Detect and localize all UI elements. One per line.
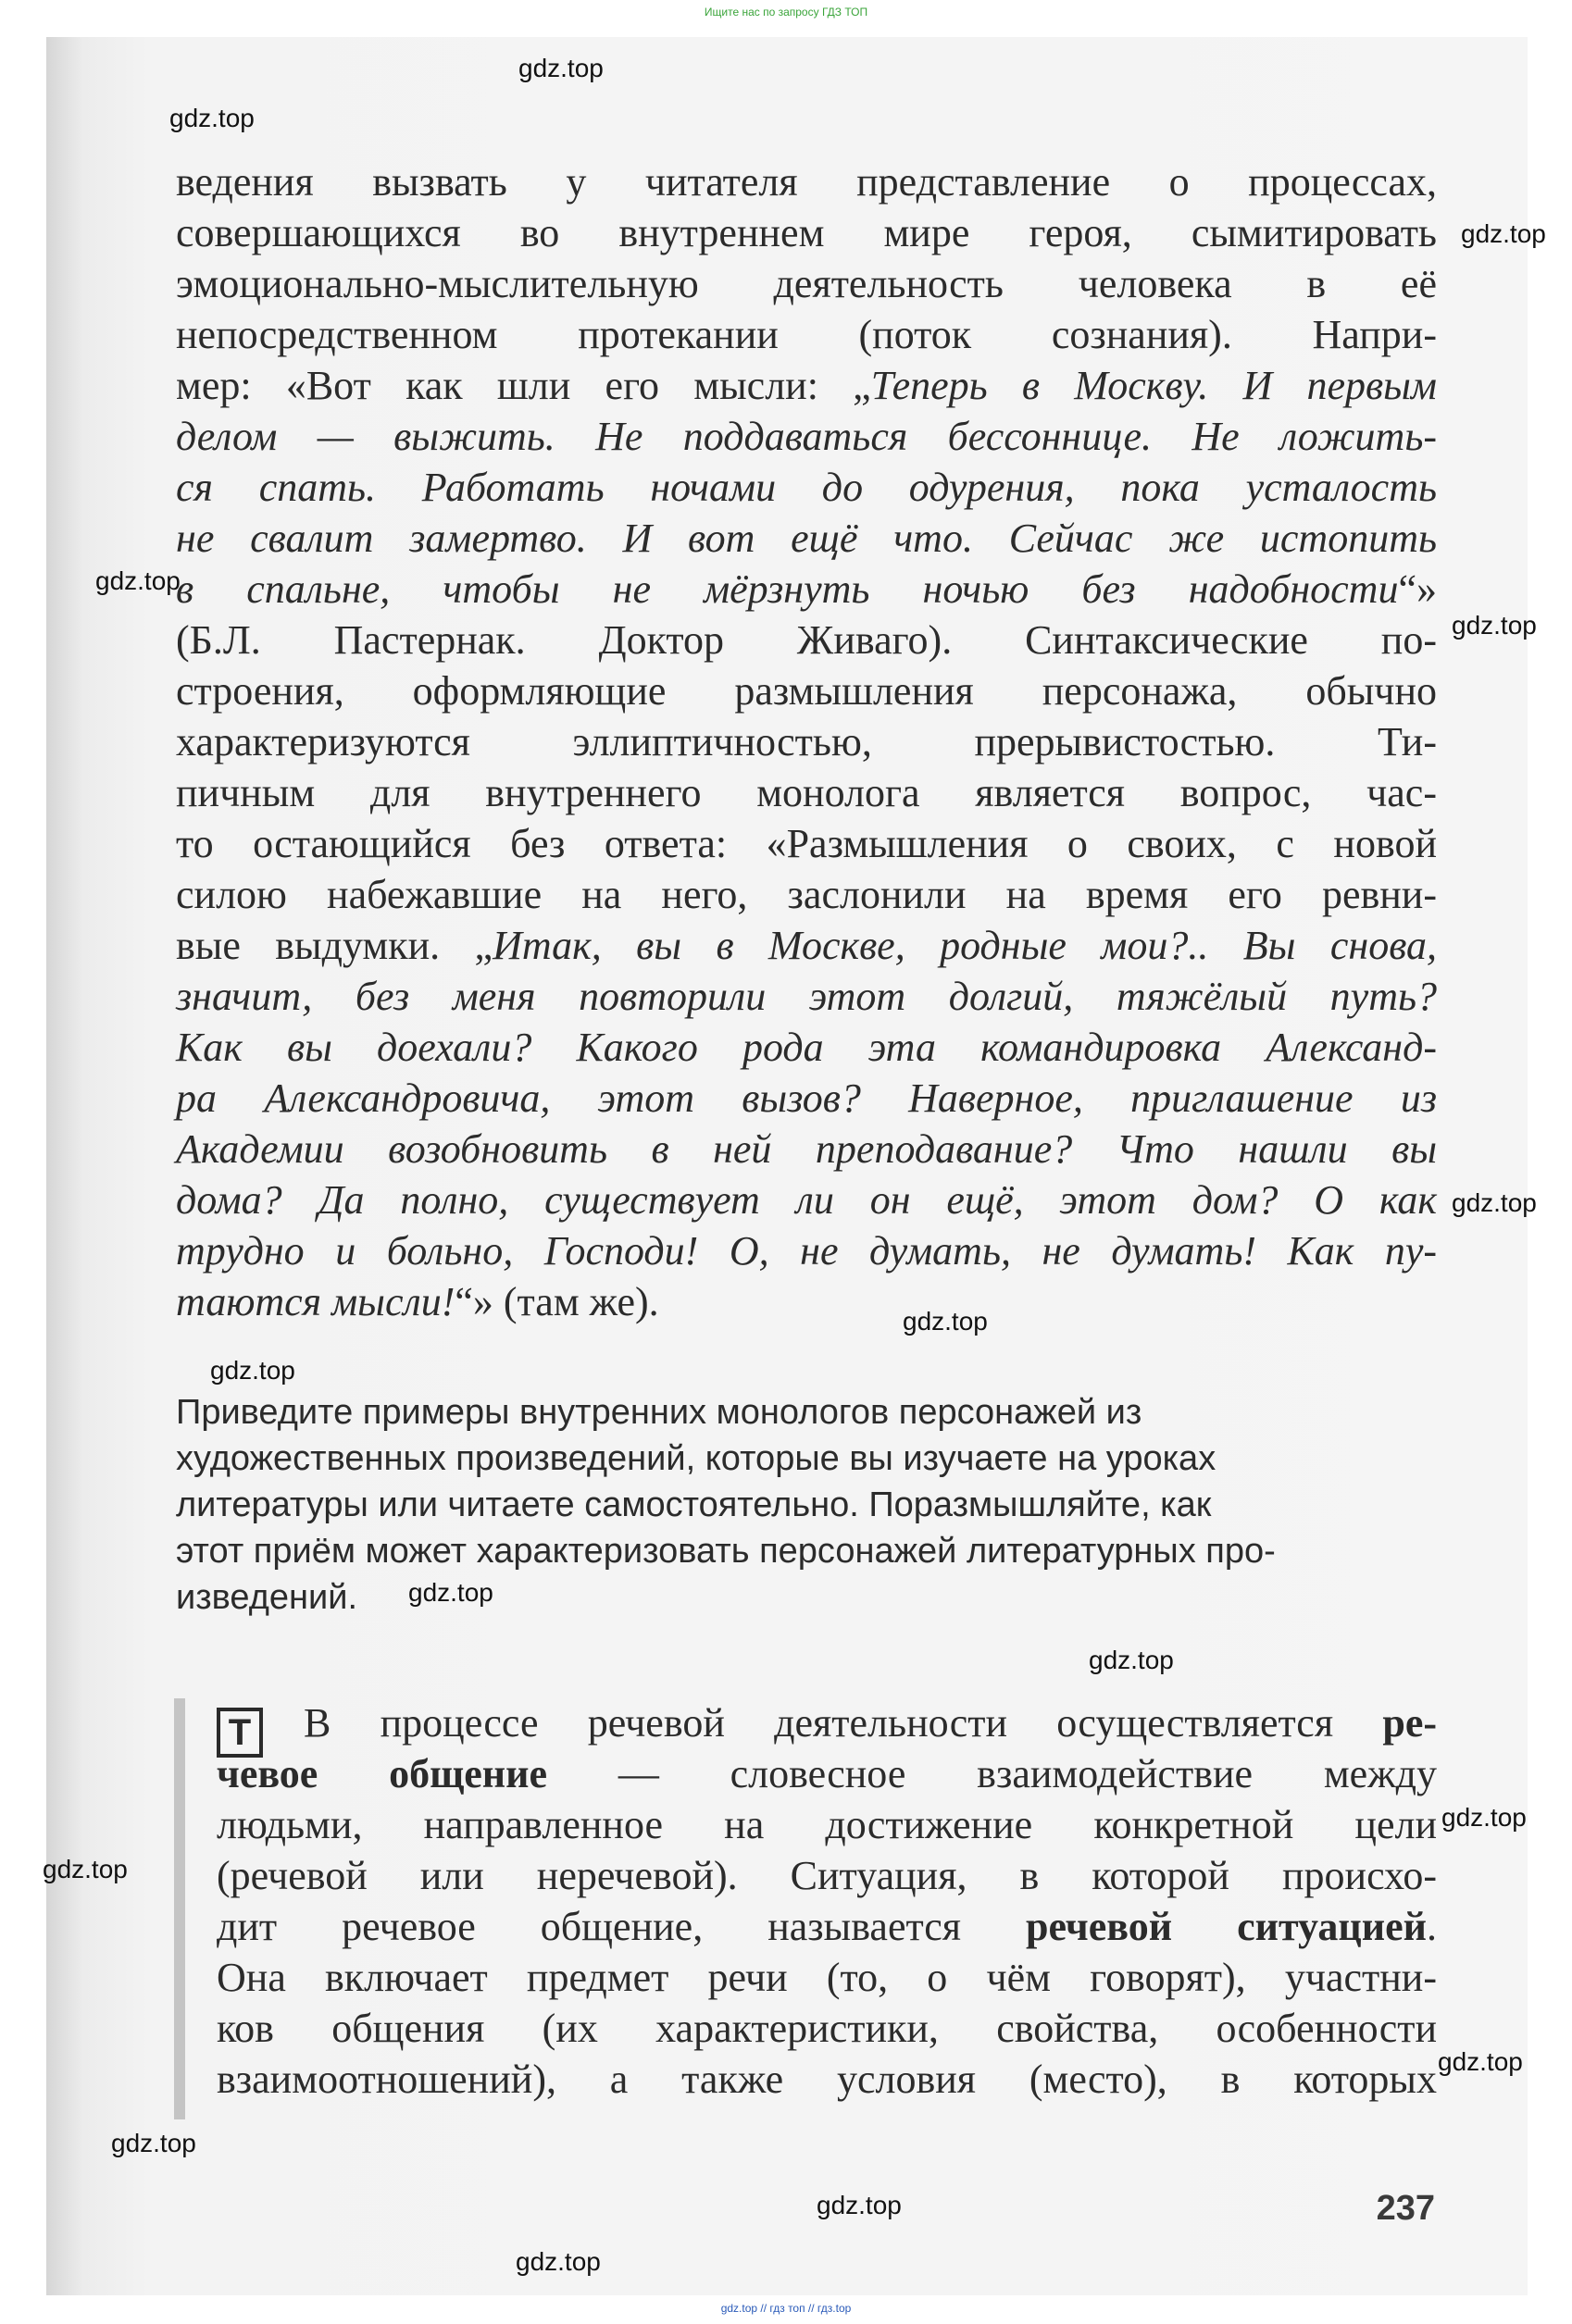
watermark: gdz.top [210,1356,295,1385]
watermark: gdz.top [1461,219,1546,248]
text-fragment: “» [1398,566,1437,612]
text-fragment: дит речевое общение, называется [217,1904,1027,1949]
text-fragment: В процессе речевой деятельности осуществляется [304,1700,1383,1746]
italic-quote-line: делом — выжить. Не поддаваться бессоннице. Не ложить- [176,414,1437,459]
theory-badge: Т [217,1708,263,1758]
text-line: строения, оформляющие размышления персонажа, обычно [176,668,1437,714]
italic-quote-line: ся спать. Работать ночами до одурения, пока усталость [176,465,1437,510]
italic-quote-line: дома? Да полно, существует ли он ещё, этот дом? О как [176,1177,1437,1223]
text-line [176,565,1437,615]
site-top-banner[interactable]: Ищите нас по запросу ГДЗ ТОП [704,6,868,19]
text-line: ведения вызвать у читателя представление о процессах, [176,159,1437,205]
text-line: эмоционально-мыслительную деятельность человека в её [176,261,1437,306]
bold-term: ре- [1382,1700,1437,1746]
italic-quote-line: Как вы доехали? Какого рода эта командировка Александ- [176,1025,1437,1070]
watermark: gdz.top [817,2191,902,2219]
watermark: gdz.top [169,104,255,132]
watermark: gdz.top [1452,1188,1537,1217]
theory-line: (речевой или неречевой). Ситуация, в которой происхо- [217,1853,1437,1898]
task-line: изведений. [176,1578,358,1617]
bold-term: речевой ситуацией [1026,1904,1427,1949]
task-line: этот приём может характеризовать персонажей литературных про- [176,1532,1276,1571]
text-line: совершающихся во внутреннем мире героя, сымитировать [176,210,1437,255]
text-line: пичным для внутреннего монолога является вопрос, час- [176,770,1437,815]
theory-line: людьми, направленное на достижение конкретной цели [217,1802,1437,1847]
theory-line: ков общения (их характеристики, свойства, особенности [217,2006,1437,2051]
task-line: литературы или читаете самостоятельно. Поразмышляйте, как [176,1485,1212,1524]
italic-quote: Итак, вы в Москве, родные мои?.. Вы снова, [493,923,1437,968]
theory-line [304,1698,1437,1748]
italic-quote-line: не свалит замертво. И вот ещё что. Сейчас же истопить [176,516,1437,561]
text-line: (Б.Л. Пастернак. Доктор Живаго). Синтаксические по- [176,617,1437,663]
italic-quote-line: ра Александровича, этот вызов? Наверное, приглашение из [176,1075,1437,1121]
italic-quote-line: трудно и больно, Господи! О, не думать, не думать! Как пу- [176,1228,1437,1274]
text-line [176,921,1437,971]
theory-line [217,1749,1437,1799]
text-line: то остающийся без ответа: «Размышления о своих, с новой [176,821,1437,866]
page-number: 237 [1376,2189,1435,2228]
watermark: gdz.top [95,566,181,595]
watermark: gdz.top [1089,1646,1174,1674]
text-fragment: “» (там же). [455,1279,659,1324]
text-line: силою набежавшие на него, заслонили на время его ревни- [176,872,1437,917]
watermark: gdz.top [1438,2047,1523,2076]
watermark: gdz.top [903,1307,988,1336]
text-fragment: мер: «Вот как шли его мысли: „ [176,363,871,408]
italic-quote: Теперь в Москву. И первым [870,363,1437,408]
task-line: Приведите примеры внутренних монологов персонажей из [176,1393,1142,1432]
text-line [176,361,1437,411]
text-fragment: вые выдумки. „ [176,923,493,968]
text-line [176,1277,1437,1327]
watermark: gdz.top [1441,1803,1527,1832]
watermark: gdz.top [111,2129,196,2157]
italic-quote: таются мысли! [176,1279,455,1324]
text-line: характеризуются эллиптичностью, прерывистостью. Ти- [176,719,1437,764]
bold-term: чевое общение [217,1751,548,1796]
watermark: gdz.top [518,54,604,82]
task-line: художественных произведений, которые вы изучаете на уроках [176,1439,1216,1478]
text-fragment: — словесное взаимодействие между [547,1751,1437,1796]
theory-line: взаимоотношений), а также условия (место), в которых [217,2057,1437,2102]
text-line: непосредственном протекании (поток сознания). Напри- [176,312,1437,357]
watermark: gdz.top [43,1855,128,1883]
italic-quote-line: Академии возобновить в ней преподавание? Что нашли вы [176,1126,1437,1172]
watermark: gdz.top [408,1578,493,1607]
site-bottom-banner[interactable]: gdz.top // гдз топ // гдз.top [720,2302,852,2315]
theory-side-bar [174,1698,185,2119]
watermark: gdz.top [516,2247,601,2276]
theory-line [217,1902,1437,1952]
text-fragment: . [1427,1904,1437,1949]
theory-line: Она включает предмет речи (то, о чём говорят), участни- [217,1955,1437,2000]
italic-quote: в спальне, чтобы не мёрзнуть ночью без надобности [176,566,1399,612]
watermark: gdz.top [1452,611,1537,640]
italic-quote-line: значит, без меня повторили этот долгий, тяжёлый путь? [176,974,1437,1019]
